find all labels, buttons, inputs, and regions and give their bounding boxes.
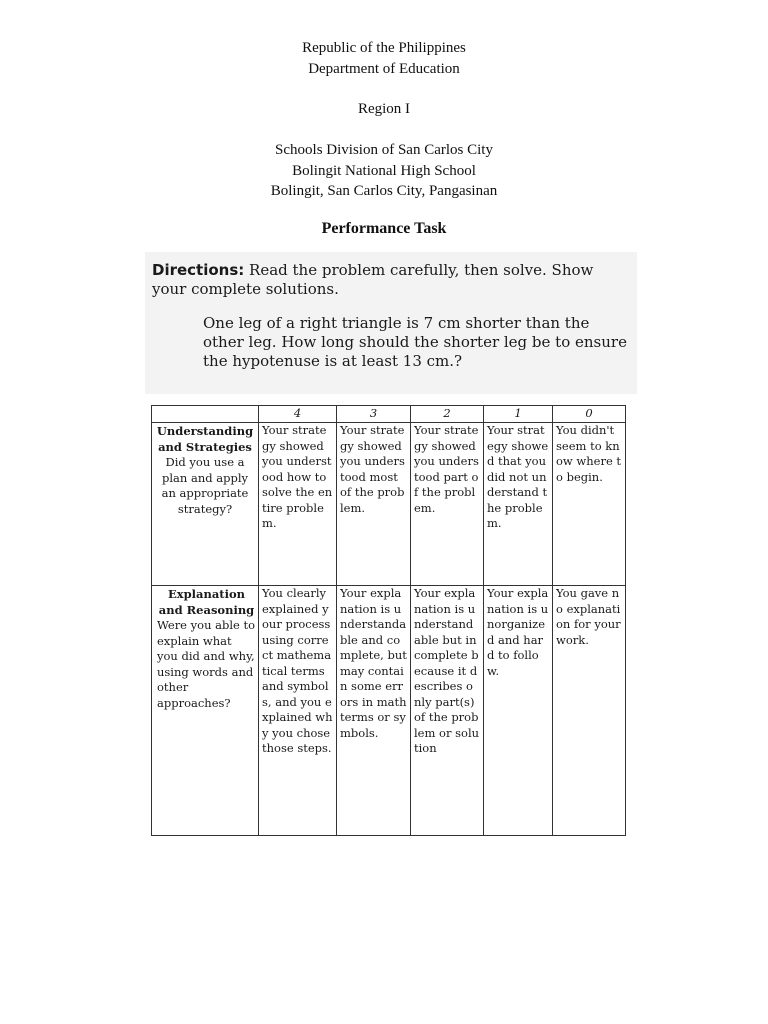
rubric-table	[151, 405, 626, 836]
header-agency	[0, 38, 768, 79]
directions-label: Directions:	[152, 261, 245, 279]
page-title: Performance Task	[321, 220, 447, 237]
header-division: Schools Division of San Carlos City	[275, 142, 493, 158]
criterion-question: Were you able to explain what you did and why, using words and other approaches?	[157, 618, 256, 710]
rubric-cell: You clearly explained your process using correct mathematical terms and symbols, and you explained why you chose those steps.	[259, 586, 337, 836]
rubric-cell: Your explanation is unorganized and hard to follow.	[484, 586, 553, 836]
rubric-cell: Your explanation is understandable and complete, but may contain some errors in math terms or symbols.	[337, 586, 411, 836]
rubric-score-0: 0	[553, 406, 626, 423]
header-republic: Republic of the Philippines	[302, 40, 466, 56]
directions-body: Read the problem carefully, then solve. Show your complete solutions.	[152, 261, 594, 298]
rubric-cell: Your strategy showed that you did not understand the problem.	[484, 423, 553, 586]
rubric-cell: Your explanation is understandable but incomplete because it describes only part(s) of the problem or solution	[411, 586, 484, 836]
rubric-row-explanation	[152, 586, 626, 836]
rubric-header-blank	[152, 406, 259, 423]
rubric-cell: Your strategy showed you understood how to solve the entire problem.	[259, 423, 337, 586]
criterion-title: Understanding and Strategies	[156, 424, 254, 454]
criterion-understanding	[152, 423, 259, 586]
header-school	[0, 140, 768, 202]
criterion-question: Did you use a plan and apply an appropriate strategy?	[161, 455, 249, 516]
rubric-header-row	[152, 406, 626, 423]
header-address: Bolingit, San Carlos City, Pangasinan	[270, 183, 498, 199]
rubric-score-4: 4	[259, 406, 337, 423]
rubric-cell: Your strategy showed you understood part of the problem.	[411, 423, 484, 586]
rubric-score-2: 2	[411, 406, 484, 423]
header-department: Department of Education	[308, 60, 460, 77]
problem-statement: One leg of a right triangle is 7 cm shorter than the other leg. How long should the shorter leg be to ensure the hypotenuse is at least 13 cm.?	[203, 314, 627, 370]
header-region: Region I	[357, 101, 411, 117]
criterion-title: Explanation and Reasoning	[158, 587, 255, 617]
directions-text	[152, 261, 632, 299]
criterion-explanation	[152, 586, 259, 836]
directions-box	[145, 252, 637, 394]
rubric-cell: Your strategy showed you understood most of the problem.	[337, 423, 411, 586]
rubric-score-3: 3	[337, 406, 411, 423]
header-school-name: Bolingit National High School	[292, 162, 476, 179]
rubric-cell: You didn't seem to know where to begin.	[553, 423, 626, 586]
rubric-cell: You gave no explanation for your work.	[553, 586, 626, 836]
rubric-row-understanding	[152, 423, 626, 586]
rubric-score-1: 1	[484, 406, 553, 423]
